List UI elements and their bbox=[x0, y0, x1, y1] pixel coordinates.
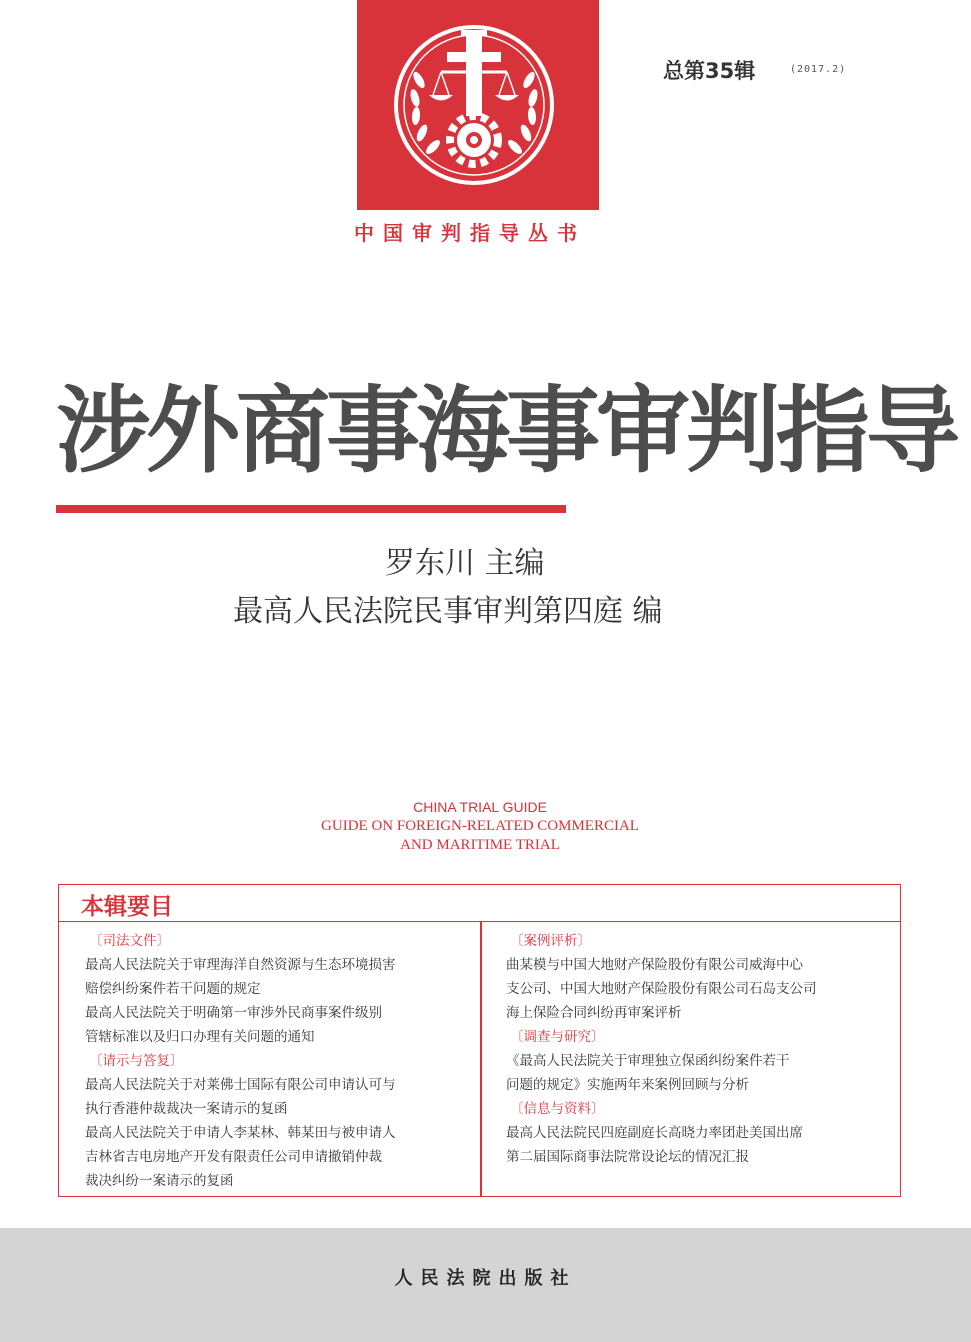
contents-header bbox=[59, 885, 900, 922]
contents-item: 最高人民法院关于明确第一审涉外民商事案件级别 bbox=[85, 1005, 382, 1021]
contents-item: 曲某模与中国大地财产保险股份有限公司威海中心 bbox=[506, 957, 803, 973]
editing-organization: 最高人民法院民事审判第四庭 编 bbox=[233, 594, 663, 629]
contents-heading: 本辑要目 bbox=[81, 894, 173, 920]
section-information-materials: 〔信息与资料〕 bbox=[510, 1101, 605, 1117]
section-investigation-research: 〔调查与研究〕 bbox=[510, 1029, 605, 1045]
contents-item: 管辖标准以及归口办理有关问题的通知 bbox=[85, 1029, 315, 1045]
contents-item: 最高人民法院民四庭副庭长高晓力率团赴美国出席 bbox=[506, 1125, 803, 1141]
english-series-title: CHINA TRIAL GUIDE bbox=[413, 799, 547, 815]
section-requests-replies: 〔请示与答复〕 bbox=[89, 1053, 184, 1069]
court-emblem-icon bbox=[357, 0, 599, 210]
publisher-name: 人民法院出版社 bbox=[394, 1268, 577, 1289]
title-underline bbox=[56, 505, 566, 513]
english-book-title-line2: AND MARITIME TRIAL bbox=[400, 837, 560, 853]
contents-left-column bbox=[85, 929, 475, 1193]
contents-box bbox=[58, 884, 901, 1197]
section-judicial-documents: 〔司法文件〕 bbox=[89, 933, 170, 949]
contents-item: 《最高人民法院关于审理独立保函纠纷案件若干 bbox=[506, 1053, 790, 1069]
english-titles bbox=[250, 798, 710, 855]
english-book-title-line1: GUIDE ON FOREIGN-RELATED COMMERCIAL bbox=[321, 818, 639, 834]
contents-item: 吉林省吉电房地产开发有限责任公司申请撤销仲裁 bbox=[85, 1149, 382, 1165]
contents-item: 执行香港仲裁裁决一案请示的复函 bbox=[85, 1101, 288, 1117]
section-case-analysis: 〔案例评析〕 bbox=[510, 933, 591, 949]
series-name: 中国审判指导丛书 bbox=[354, 221, 586, 245]
chief-editor: 罗东川 主编 bbox=[385, 546, 545, 581]
contents-item: 问题的规定》实施两年来案例回顾与分析 bbox=[506, 1077, 749, 1093]
court-emblem-box bbox=[357, 0, 599, 210]
contents-item: 最高人民法院关于申请人李某林、韩某田与被申请人 bbox=[85, 1125, 396, 1141]
issue-date: (2017.2) bbox=[790, 64, 847, 75]
contents-right-column bbox=[506, 929, 896, 1169]
contents-item: 最高人民法院关于审理海洋自然资源与生态环境损害 bbox=[85, 957, 396, 973]
contents-item: 裁决纠纷一案请示的复函 bbox=[85, 1173, 234, 1189]
issue-number: 总第35辑 bbox=[663, 59, 756, 83]
book-title: 涉外商事海事审判指导 bbox=[56, 377, 957, 486]
contents-item: 海上保险合同纠纷再审案评析 bbox=[506, 1005, 682, 1021]
contents-item: 赔偿纠纷案件若干问题的规定 bbox=[85, 981, 261, 997]
contents-item: 支公司、中国大地财产保险股份有限公司石岛支公司 bbox=[506, 981, 817, 997]
contents-divider bbox=[480, 921, 482, 1196]
contents-item: 第二届国际商事法院常设论坛的情况汇报 bbox=[506, 1149, 749, 1165]
contents-item: 最高人民法院关于对莱佛士国际有限公司申请认可与 bbox=[85, 1077, 396, 1093]
